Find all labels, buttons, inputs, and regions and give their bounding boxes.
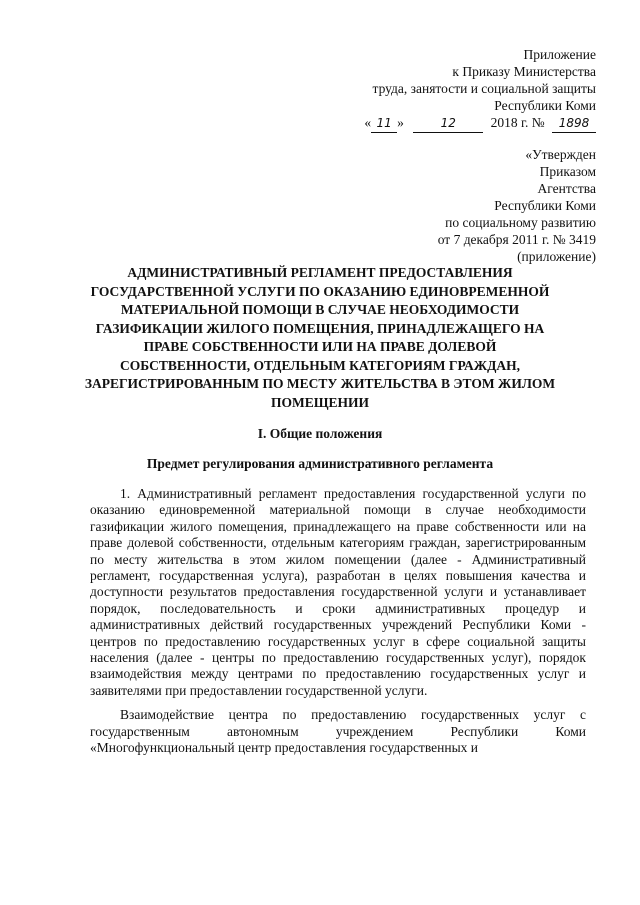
paragraph-1: 1. Административный регламент предоставления государственной услуги по оказанию единовременной материальной помощи в случае необходимости газификации жилого помещения, принадлежащего на праве собственности или на праве долевой собственности, отдельным категориям граждан, зарегистрированным по месту жительства в этом жилом помещении (далее - Административный регламент, государственная услуга), разработан в целях повышения качества и доступности результатов предоставления государственной услуги и устанавливает порядок, последовательность и сроки административных процедур и административных действий государственных учреждений Республики Коми - центров по предоставлению государственных услуг в сфере социальной защиты населения (далее - центры по предоставлению государственных услуг), порядок взаимодействия между центрами по предоставлению государственных услуг и заявителями при предоставлении государственной услуги.	[90, 486, 586, 698]
approval-line-5: по социальному развитию	[445, 215, 596, 230]
date-open-quote: «	[364, 115, 372, 130]
paragraph-2: Взаимодействие центра по предоставлению государственных услуг с государственным автономным учреждением Республики Коми «Многофункциональный центр предоставления государственных и	[90, 707, 586, 756]
date-month: 12	[413, 115, 483, 133]
appendix-line-2: к Приказу Министерства	[452, 64, 596, 79]
body-text	[90, 486, 586, 765]
approval-line-6: от 7 декабря 2011 г. № 3419	[437, 232, 596, 247]
approval-line-2: Приказом	[539, 164, 596, 179]
appendix-header	[364, 46, 596, 133]
appendix-line-1: Приложение	[523, 47, 596, 62]
approval-block	[438, 146, 596, 265]
approval-line-4: Республики Коми	[494, 198, 596, 213]
section-heading: I. Общие положения	[257, 426, 383, 441]
date-number: 1898	[552, 115, 596, 133]
date-close-quote: »	[397, 115, 404, 130]
date-day: 11	[371, 115, 397, 133]
appendix-date-line	[364, 114, 596, 133]
approval-line-7: (приложение)	[517, 249, 596, 264]
date-year: 2018 г. №	[490, 115, 545, 130]
approval-line-1: «Утвержден	[525, 147, 596, 162]
subsection-heading: Предмет регулирования административного регламента	[146, 456, 494, 471]
document-title: АДМИНИСТРАТИВНЫЙ РЕГЛАМЕНТ ПРЕДОСТАВЛЕНИЯ ГОСУДАРСТВЕННОЙ УСЛУГИ ПО ОКАЗАНИЮ ЕДИНОВРЕМЕННОЙ МАТЕРИАЛЬНОЙ ПОМОЩИ В СЛУЧАЕ НЕОБХОДИМОСТИ ГАЗИФИКАЦИИ ЖИЛОГО ПОМЕЩЕНИЯ, ПРИНАДЛЕЖАЩЕГО НА ПРАВЕ СОБСТВЕННОСТИ ИЛИ НА ПРАВЕ ДОЛЕВОЙ СОБСТВЕННОСТИ, ОТДЕЛЬНЫМ КАТЕГОРИЯМ ГРАЖДАН, ЗАРЕГИСТРИРОВАННЫМ ПО МЕСТУ ЖИТЕЛЬСТВА В ЭТОМ ЖИЛОМ ПОМЕЩЕНИИ	[84, 265, 556, 410]
appendix-line-3: труда, занятости и социальной защиты	[372, 81, 596, 96]
appendix-line-4: Республики Коми	[494, 98, 596, 113]
approval-line-3: Агентства	[537, 181, 596, 196]
